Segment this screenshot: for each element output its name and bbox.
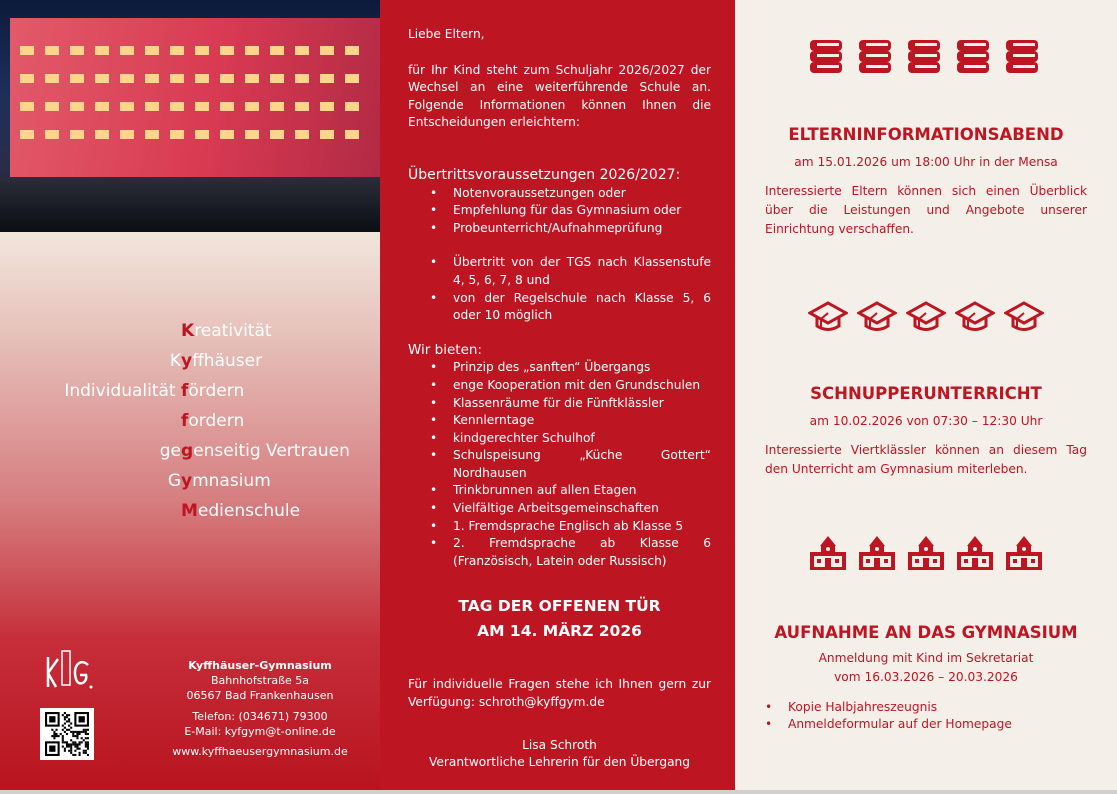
- graduation-cap-icon: [1004, 297, 1044, 335]
- requirements-title: Übertrittsvoraussetzungen 2026/2027:: [408, 166, 681, 183]
- list-item: • Übertritt von der TGS nach Klassenstufe 4, 5, 6, 7, 8 und: [430, 254, 711, 289]
- section-date-range: vom 16.03.2026 – 20.03.2026: [834, 670, 1018, 684]
- motto-line: [168, 471, 271, 491]
- open-day-line-1: TAG DER OFFENEN TÜR: [458, 597, 661, 616]
- signature: [408, 737, 711, 772]
- school-logo: [40, 643, 94, 693]
- section-date: Anmeldung mit Kind im Sekretariat: [818, 651, 1034, 665]
- section-aufnahme: [765, 623, 1087, 733]
- graduation-cap-icon: [857, 297, 897, 335]
- open-day-date: AM 14. MÄRZ 2026: [477, 622, 642, 641]
- left-panel: [0, 0, 380, 790]
- motto-text: K: [169, 351, 181, 371]
- motto-text: M: [181, 501, 198, 521]
- school-building-photo: [0, 0, 380, 232]
- motto-line: [160, 441, 350, 461]
- list-item: • enge Kooperation mit den Grundschulen: [430, 377, 711, 395]
- offer-title: Wir bieten:: [408, 341, 482, 358]
- section-schnupperunterricht: [765, 384, 1087, 479]
- motto-text: Individualität: [64, 381, 181, 401]
- section-date: am 15.01.2026 um 18:00 Uhr in der Mensa: [794, 155, 1058, 169]
- school-email[interactable]: E-Mail: kyfgym@t-online.de: [184, 725, 336, 738]
- signature-role: Verantwortliche Lehrerin für den Übergang: [428, 755, 691, 770]
- motto-line: [181, 321, 272, 341]
- list-item: • Kennlerntage: [430, 412, 711, 430]
- section-date: am 10.02.2026 von 07:30 – 12:30 Uhr: [809, 414, 1043, 428]
- motto-text: G: [167, 471, 181, 491]
- motto-text: g: [181, 441, 194, 461]
- list-item: • Probeunterricht/Aufnahmeprüfung: [430, 220, 711, 238]
- section-text: Interessierte Viertklässler können an diesem Tag den Unterricht am Gymnasium miterleben.: [765, 443, 1087, 476]
- list-item: • kindgerechter Schulhof: [430, 430, 711, 448]
- signature-name: Lisa Schroth: [522, 737, 597, 752]
- list-item: • Schulspeisung „Küche Gottert“ Nordhausen: [430, 447, 711, 482]
- motto-text: y: [181, 351, 193, 371]
- motto-line: [170, 351, 262, 371]
- motto-text: K: [181, 321, 195, 341]
- contact-text: Für individuelle Fragen stehe ich Ihnen gern zur Verfügung: schroth@kyffgym.de: [408, 677, 711, 710]
- list-item: • Trinkbrunnen auf allen Etagen: [430, 482, 711, 500]
- school-street: Bahnhofstraße 5a: [210, 674, 310, 687]
- motto-line: [181, 501, 300, 521]
- books-icon: [955, 38, 995, 76]
- motto-line: [64, 381, 244, 401]
- qr-code[interactable]: [40, 708, 94, 760]
- motto-text: mnasium: [192, 471, 271, 491]
- list-item: • 2. Fremdsprache ab Klasse 6 (Französisch, Latein oder Russisch): [430, 535, 711, 570]
- section-title: SCHNUPPERUNTERRICHT: [810, 384, 1042, 403]
- school-phone: Telefon: (034671) 79300: [192, 710, 328, 723]
- motto-text: ordern: [188, 411, 245, 431]
- greeting: Liebe Eltern,: [408, 27, 485, 41]
- graduation-cap-icon-row: [735, 297, 1117, 335]
- section-list: [765, 699, 1087, 733]
- graduation-cap-icon: [955, 297, 995, 335]
- list-item: • Kopie Halbjahreszeugnis: [765, 699, 1087, 716]
- list-item: • Anmeldeformular auf der Homepage: [765, 716, 1087, 733]
- middle-panel: [380, 0, 735, 790]
- school-building-icon: [1004, 534, 1044, 572]
- school-building-icon-row: [735, 534, 1117, 572]
- list-item: • Prinzip des „sanften“ Übergangs: [430, 359, 711, 377]
- school-website[interactable]: www.kyffhaeusergymnasium.de: [172, 745, 348, 758]
- motto-text: f: [181, 381, 189, 401]
- motto-text: reativität: [194, 321, 272, 341]
- motto-text: ffhäuser: [192, 351, 263, 371]
- list-item: • von der Regelschule nach Klasse 5, 6 oder 10 möglich: [430, 290, 711, 325]
- motto-text: edienschule: [197, 501, 301, 521]
- section-text: Interessierte Eltern können sich einen Überblick über die Leistungen und Angebote unserer Einrichtung verschaffen.: [765, 184, 1087, 236]
- motto-text: enseitig Vertrauen: [193, 441, 350, 461]
- section-title: ELTERNINFORMATIONSABEND: [788, 125, 1064, 144]
- school-city: 06567 Bad Frankenhausen: [186, 689, 334, 702]
- school-building-icon: [808, 534, 848, 572]
- transfer-list: [408, 254, 711, 324]
- right-panel: [735, 0, 1117, 790]
- section-elterninformationsabend: [765, 125, 1087, 239]
- offer-list: [408, 359, 711, 570]
- school-building-icon: [857, 534, 897, 572]
- school-contact: [160, 658, 360, 759]
- intro-text: für Ihr Kind steht zum Schuljahr 2026/2027 der Wechsel an eine weiterführende Schule an. Folgende Informationen können Ihnen die Entscheidungen erleichtern:: [408, 62, 711, 130]
- list-item: • Klassenräume für die Fünftklässler: [430, 395, 711, 413]
- school-name: Kyffhäuser-Gymnasium: [188, 659, 332, 672]
- motto-text: ge: [159, 441, 181, 461]
- graduation-cap-icon: [906, 297, 946, 335]
- motto-text: ördern: [188, 381, 245, 401]
- open-day-heading: [408, 594, 711, 644]
- graduation-cap-icon: [808, 297, 848, 335]
- motto-text: f: [181, 411, 189, 431]
- books-icon: [808, 38, 848, 76]
- school-building-icon: [906, 534, 946, 572]
- books-icon: [857, 38, 897, 76]
- school-building-icon: [955, 534, 995, 572]
- list-item: • Notenvoraussetzungen oder: [430, 185, 711, 203]
- books-icon-row: [735, 38, 1117, 76]
- motto-text: y: [181, 471, 193, 491]
- books-icon: [1004, 38, 1044, 76]
- requirements-list: [408, 185, 711, 238]
- list-item: • 1. Fremdsprache Englisch ab Klasse 5: [430, 518, 711, 536]
- list-item: • Empfehlung für das Gymnasium oder: [430, 202, 711, 220]
- list-item: • Vielfältige Arbeitsgemeinschaften: [430, 500, 711, 518]
- section-title: AUFNAHME AN DAS GYMNASIUM: [774, 623, 1078, 642]
- motto-line: [181, 411, 244, 431]
- books-icon: [906, 38, 946, 76]
